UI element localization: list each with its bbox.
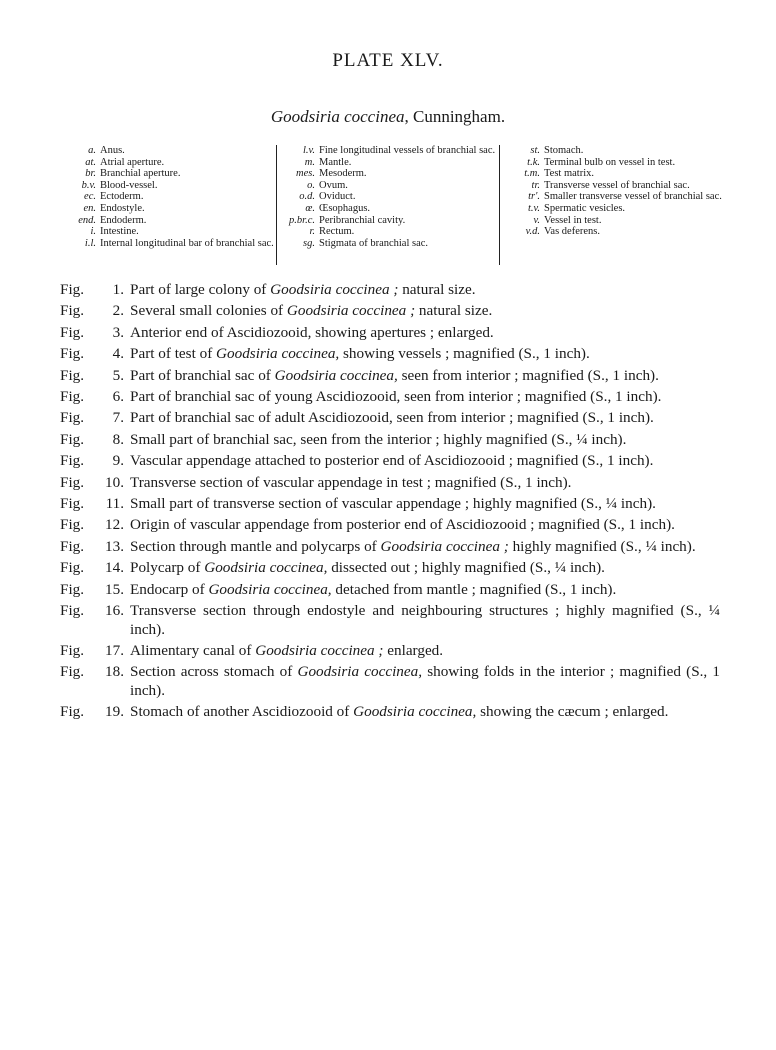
- figure-species-name: Goodsiria coccinea,: [274, 366, 398, 384]
- figure-text-continued: seen from interior ; magnified (S., 1 inch).: [397, 366, 659, 384]
- figure-caption: [60, 581, 720, 599]
- legend-description: Stigmata of branchial sac.: [319, 237, 429, 249]
- legend-column-3: [500, 145, 726, 238]
- species-author: , Cunningham.: [404, 107, 506, 126]
- figure-description: [130, 324, 720, 342]
- legend-entry: [277, 215, 499, 227]
- legend-abbreviation: m.: [304, 156, 315, 168]
- figure-text: Part of branchial sac of adult Ascidiozooid, seen from interior ; magnified (S., 1 inch).: [130, 409, 654, 427]
- figure-text: Origin of vascular appendage from posterior end of Ascidiozooid ; magnified (S., 1 inch).: [130, 516, 675, 534]
- figure-caption: [60, 538, 720, 556]
- figure-species-name: Goodsiria coccinea,: [208, 580, 332, 598]
- legend-entry: [66, 226, 274, 238]
- figure-caption: [60, 602, 720, 639]
- figure-text: Endocarp of: [130, 580, 209, 598]
- figure-text: Small part of branchial sac, seen from the interior ; highly magnified (S., ¼ inch).: [130, 430, 627, 448]
- figure-label: Fig.: [60, 388, 85, 406]
- legend-description: Spermatic vesicles.: [544, 202, 626, 214]
- figure-label: Fig.: [60, 366, 85, 384]
- legend-abbreviation: t.v.: [527, 202, 540, 214]
- legend-entry: [500, 191, 726, 203]
- figure-text-continued: dissected out ; highly magnified (S., ¼ inch).: [327, 559, 605, 577]
- figure-caption: [60, 431, 720, 449]
- legend-entry: [500, 226, 726, 238]
- legend-entry: [277, 226, 499, 238]
- legend-entry: [277, 157, 499, 169]
- legend-description: Transverse vessel of branchial sac.: [544, 179, 690, 191]
- legend-entry: [277, 191, 499, 203]
- legend-abbreviation: p.br.c.: [289, 214, 315, 226]
- figure-number: 19.: [105, 703, 124, 721]
- legend-description: Blood-vessel.: [100, 179, 158, 191]
- figure-description: [130, 431, 720, 449]
- figure-text-continued: natural size.: [398, 281, 476, 298]
- figure-text-continued: showing vessels ; magnified (S., 1 inch).: [339, 345, 590, 363]
- legend-description: Internal longitudinal bar of branchial sac.: [100, 237, 274, 249]
- figure-description: [130, 642, 720, 660]
- legend-description: Fine longitudinal vessels of branchial sac.: [319, 145, 496, 156]
- legend-description: Intestine.: [100, 226, 139, 238]
- legend-entry: [66, 157, 274, 169]
- figure-text: Polycarp of: [130, 559, 205, 577]
- legend-abbreviation: a.: [88, 145, 96, 156]
- legend-entry: [66, 238, 274, 250]
- legend-description: Vas deferens.: [544, 226, 600, 238]
- figure-caption: [60, 642, 720, 660]
- figure-text: Stomach of another Ascidiozooid of: [130, 703, 354, 721]
- figure-description: [130, 345, 720, 363]
- legend-description: Rectum.: [319, 226, 355, 238]
- figure-label: Fig.: [60, 559, 85, 577]
- figure-text: Transverse section through endostyle and neighbouring structures ; highly magnified (S., ¼ inch).: [130, 602, 720, 638]
- figure-label: Fig.: [60, 703, 85, 721]
- figure-description: [130, 663, 720, 700]
- legend-column-1: [66, 145, 274, 249]
- figure-label: Fig.: [60, 516, 85, 534]
- figure-number: 6.: [112, 388, 124, 406]
- figure-species-name: Goodsiria coccinea ;: [270, 281, 399, 298]
- legend-abbreviation: v.: [533, 214, 540, 226]
- legend-description: Smaller transverse vessel of branchial sac.: [544, 191, 722, 203]
- figure-label: Fig.: [60, 602, 85, 620]
- figure-text: Part of test of: [130, 345, 217, 363]
- figure-caption: [60, 452, 720, 470]
- figure-number: 8.: [112, 430, 124, 448]
- legend-description: Branchial aperture.: [100, 168, 181, 180]
- legend-entry: [66, 168, 274, 180]
- figure-label: Fig.: [60, 281, 85, 298]
- legend-abbreviation: tr'.: [528, 191, 540, 203]
- figure-caption: [60, 559, 720, 577]
- species-name: Goodsiria coccinea: [270, 107, 405, 126]
- legend-description: Ectoderm.: [100, 191, 144, 203]
- figure-text: Small part of transverse section of vascular appendage ; highly magnified (S., ¼ inch).: [130, 495, 656, 513]
- legend-entry: [66, 180, 274, 192]
- species-heading: [0, 107, 776, 127]
- legend-description: Mesoderm.: [319, 168, 367, 180]
- figure-text: Transverse section of vascular appendage in test ; magnified (S., 1 inch).: [130, 473, 572, 491]
- figure-number: 13.: [105, 537, 124, 555]
- figure-description: [130, 495, 720, 513]
- figure-number: 14.: [105, 559, 124, 577]
- legend-description: Endostyle.: [100, 202, 145, 214]
- figure-description: [130, 388, 720, 406]
- figure-description: [130, 409, 720, 427]
- legend-entry: [500, 168, 726, 180]
- legend-description: Mantle.: [319, 156, 352, 168]
- legend-abbreviation: œ.: [305, 202, 315, 214]
- legend-abbreviation: i.: [90, 226, 96, 238]
- figure-caption: [60, 324, 720, 342]
- legend-column-2: [276, 145, 500, 265]
- figure-number: 18.: [105, 663, 124, 681]
- legend-entry: [500, 145, 726, 157]
- figure-text-continued: enlarged.: [383, 641, 444, 659]
- figure-text: Alimentary canal of: [130, 641, 256, 659]
- figure-text: Several small colonies of: [130, 302, 287, 320]
- figure-caption: [60, 516, 720, 534]
- figure-label: Fig.: [60, 430, 85, 448]
- figure-label: Fig.: [60, 641, 85, 659]
- figure-number: 16.: [105, 602, 124, 620]
- figure-text-continued: highly magnified (S., ¼ inch).: [508, 537, 696, 555]
- figure-species-name: Goodsiria coccinea,: [297, 663, 423, 681]
- figure-label: Fig.: [60, 537, 85, 555]
- figure-species-name: Goodsiria coccinea ;: [286, 302, 416, 320]
- legend-abbreviation: l.v.: [302, 145, 315, 156]
- figure-label: Fig.: [60, 323, 85, 341]
- legend-description: Atrial aperture.: [100, 156, 165, 168]
- figure-caption: [60, 703, 720, 721]
- figure-number: 17.: [105, 641, 124, 659]
- figure-species-name: Goodsiria coccinea ;: [380, 537, 509, 555]
- figure-description: [130, 281, 720, 299]
- figure-number: 9.: [112, 452, 124, 470]
- legend-entry: [66, 145, 274, 157]
- figure-caption: [60, 281, 720, 299]
- figure-number: 5.: [112, 366, 124, 384]
- figure-number: 1.: [112, 281, 124, 298]
- figure-description: [130, 602, 720, 639]
- figure-species-name: Goodsiria coccinea,: [216, 345, 340, 363]
- figure-description: [130, 538, 720, 556]
- legend-abbreviation: t.k.: [527, 156, 540, 168]
- legend-entry: [66, 191, 274, 203]
- legend-entry: [66, 203, 274, 215]
- legend-abbreviation: en.: [83, 202, 96, 214]
- figure-label: Fig.: [60, 302, 85, 320]
- figure-text: Part of branchial sac of young Ascidiozooid, seen from interior ; magnified (S., 1 inch).: [130, 388, 662, 406]
- figure-text-continued: detached from mantle ; magnified (S., 1 inch).: [331, 580, 617, 598]
- figure-description: [130, 581, 720, 599]
- figure-number: 12.: [105, 516, 124, 534]
- figure-label: Fig.: [60, 452, 85, 470]
- legend-description: Peribranchial cavity.: [319, 214, 406, 226]
- figure-number: 2.: [112, 302, 124, 320]
- legend-abbreviation: tr.: [531, 179, 540, 191]
- figure-text: Part of branchial sac of: [130, 366, 275, 384]
- figure-caption: [60, 409, 720, 427]
- figure-text-continued: showing the cæcum ; enlarged.: [476, 703, 669, 721]
- figure-label: Fig.: [60, 580, 85, 598]
- legend-entry: [277, 168, 499, 180]
- figure-description: [130, 452, 720, 470]
- legend-abbreviation: st.: [530, 145, 540, 156]
- figure-description: [130, 302, 720, 320]
- legend-abbreviation: sg.: [303, 237, 315, 249]
- legend-abbreviation: b.v.: [81, 179, 96, 191]
- legend-entry: [277, 145, 499, 157]
- legend-entry: [277, 238, 499, 250]
- figure-text: Section across stomach of: [130, 663, 298, 681]
- legend-abbreviation: at.: [85, 156, 96, 168]
- legend-entry: [66, 215, 274, 227]
- figure-number: 7.: [112, 409, 124, 427]
- legend-abbreviation: mes.: [296, 168, 315, 180]
- legend-description: Anus.: [100, 145, 125, 156]
- figure-text: Anterior end of Ascidiozooid, showing apertures ; enlarged.: [130, 323, 494, 341]
- figure-caption: [60, 663, 720, 700]
- legend-entry: [500, 180, 726, 192]
- figure-text-continued: showing folds in the interior ; magnified (S., 1 inch).: [130, 663, 721, 699]
- legend-entry: [500, 157, 726, 169]
- legend-description: Vessel in test.: [544, 214, 602, 226]
- figure-caption: [60, 388, 720, 406]
- legend-description: Œsophagus.: [319, 202, 371, 214]
- figure-description: [130, 367, 720, 385]
- legend-abbreviation: ec.: [84, 191, 96, 203]
- figure-number: 10.: [105, 473, 124, 491]
- legend-abbreviation: end.: [78, 214, 96, 226]
- figure-caption: [60, 367, 720, 385]
- legend-abbreviation: v.d.: [525, 226, 540, 238]
- legend-entry: [500, 203, 726, 215]
- legend-description: Endoderm.: [100, 214, 147, 226]
- legend-abbreviation: r.: [309, 226, 315, 238]
- figure-species-name: Goodsiria coccinea,: [353, 703, 477, 721]
- legend-description: Test matrix.: [544, 168, 595, 180]
- legend-abbreviation: o.d.: [299, 191, 315, 203]
- legend-description: Terminal bulb on vessel in test.: [544, 156, 676, 168]
- figure-caption: [60, 345, 720, 363]
- legend-abbreviation: br.: [85, 168, 96, 180]
- figure-description: [130, 474, 720, 492]
- legend-abbreviation: t.m.: [524, 168, 540, 180]
- figure-caption: [60, 495, 720, 513]
- figure-number: 3.: [112, 323, 124, 341]
- figure-species-name: Goodsiria coccinea,: [204, 559, 328, 577]
- figure-text: Part of large colony of: [130, 281, 271, 298]
- figure-label: Fig.: [60, 495, 85, 513]
- figure-label: Fig.: [60, 345, 85, 363]
- figure-text: Vascular appendage attached to posterior end of Ascidiozooid ; magnified (S., 1 inch).: [130, 452, 654, 470]
- figure-number: 15.: [105, 580, 124, 598]
- figure-description: [130, 516, 720, 534]
- figure-species-name: Goodsiria coccinea ;: [255, 641, 384, 659]
- figure-description: [130, 703, 720, 721]
- legend-description: Oviduct.: [319, 191, 356, 203]
- plate-title: PLATE XLV.: [332, 50, 444, 71]
- legend-abbreviation: o.: [307, 179, 315, 191]
- legend-entry: [500, 215, 726, 227]
- legend-abbreviation: i.l.: [84, 237, 96, 249]
- legend-entry: [277, 180, 499, 192]
- figure-text-continued: natural size.: [415, 302, 493, 320]
- figure-text: Section through mantle and polycarps of: [130, 537, 381, 555]
- figure-caption: [60, 302, 720, 320]
- legend-description: Stomach.: [544, 145, 584, 156]
- figure-caption: [60, 474, 720, 492]
- legend-description: Ovum.: [319, 179, 348, 191]
- figure-label: Fig.: [60, 473, 85, 491]
- figure-list: [60, 281, 720, 725]
- figure-description: [130, 559, 720, 577]
- figure-number: 4.: [112, 345, 124, 363]
- legend-entry: [277, 203, 499, 215]
- figure-label: Fig.: [60, 663, 85, 681]
- figure-number: 11.: [105, 495, 124, 513]
- figure-label: Fig.: [60, 409, 85, 427]
